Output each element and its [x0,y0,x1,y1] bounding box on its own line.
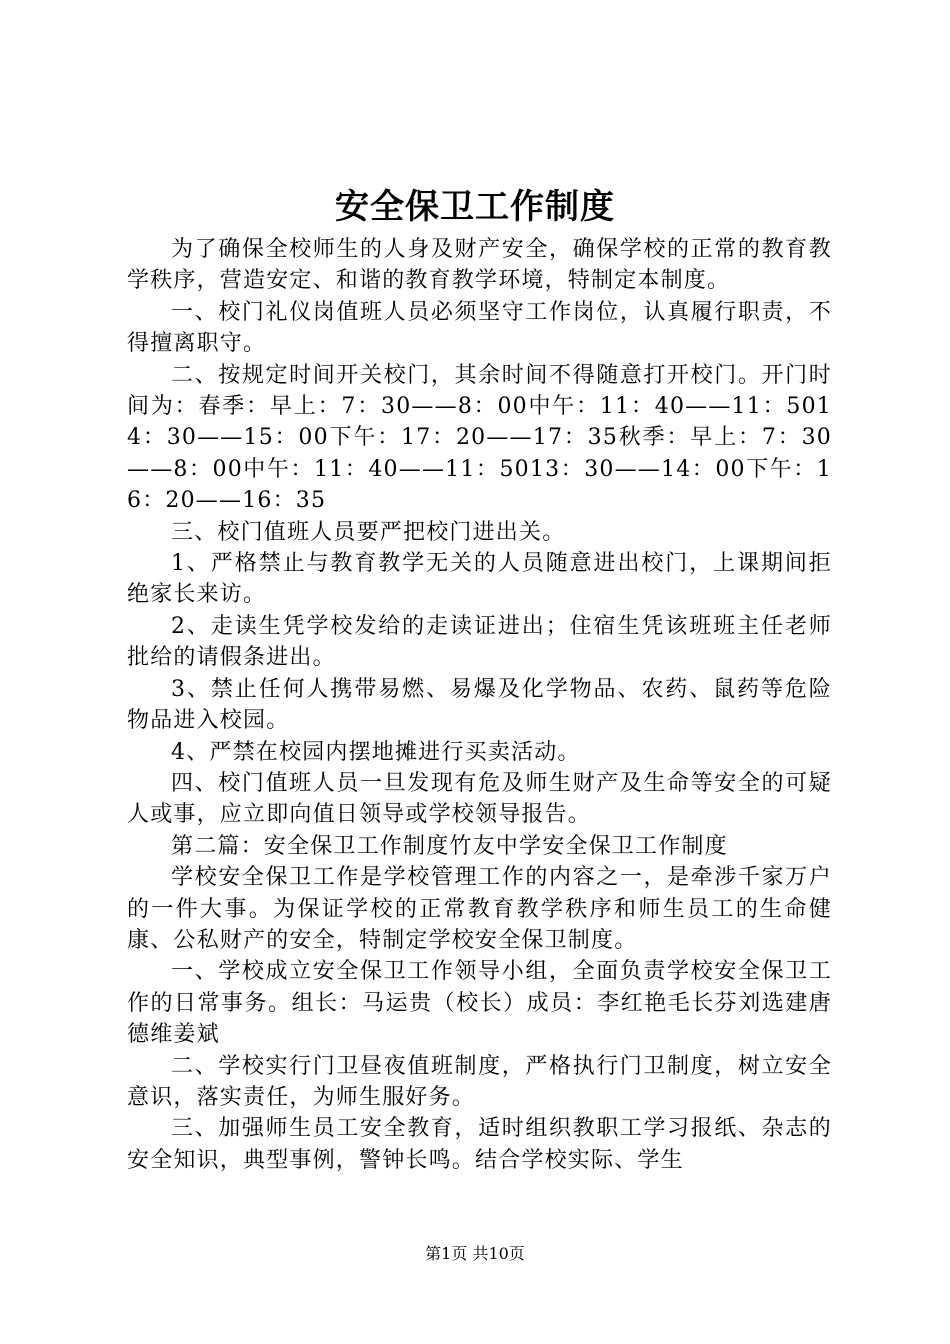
paragraph: 二、学校实行门卫昼夜值班制度，严格执行门卫制度，树立安全意识，落实责任，为师生服好务。 [127,1053,832,1110]
paragraph: 三、加强师生员工安全教育，适时组织教职工学习报纸、杂志的安全知识，典型事例，警钟长鸣。结合学校实际、学生 [127,1116,832,1173]
paragraph: 1、严格禁止与教育教学无关的人员随意进出校门，上课期间拒绝家长来访。 [127,551,832,608]
paragraph: 4、严禁在校园内摆地摊进行买卖活动。 [171,739,581,765]
document-title: 安全保卫工作制度 [335,187,615,227]
paragraph: 3、禁止任何人携带易燃、易爆及化学物品、农药、鼠药等危险物品进入校园。 [127,676,832,734]
paragraph: 二、按规定时间开关校门，其余时间不得随意打开校门。开门时间为：春季：早上：7：30——8：00中午：11：40——11：5014：30——15：00下午：17：20——17：35秋季：早上：7：30——8：00中午：11：40——11：5013：30——14：00下午：16：20——16：35 [127,362,832,514]
page-footer: 第1页 共10页 [425,1244,525,1263]
paragraph: 三、校门值班人员要严把校门进出关。 [171,519,566,545]
paragraph: 一、学校成立安全保卫工作领导小组，全面负责学校安全保卫工作的日常事务。组长：马运贵（校长）成员：李红艳毛长芬刘选建唐德维姜斌 [127,959,832,1048]
paragraph: 为了确保全校师生的人身及财产安全，确保学校的正常的教育教学秩序，营造安定、和谐的教育教学环境，特制定本制度。 [127,237,832,294]
paragraph: 一、校门礼仪岗值班人员必须坚守工作岗位，认真履行职责，不得擅离职守。 [127,299,832,357]
paragraph: 四、校门值班人员一旦发现有危及师生财产及生命等安全的可疑人或事，应立即向值日领导或学校领导报告。 [127,770,832,828]
paragraph: 学校安全保卫工作是学校管理工作的内容之一，是牵涉千家万户的一件大事。为保证学校的正常教育教学秩序和师生员工的生命健康、公私财产的安全，特制定学校安全保卫制度。 [127,865,832,953]
paragraph: 2、走读生凭学校发给的走读证进出；住宿生凭该班班主任老师批给的请假条进出。 [127,613,832,671]
document-body [127,234,832,1176]
section-heading: 第二篇：安全保卫工作制度竹友中学安全保卫工作制度 [171,833,728,859]
